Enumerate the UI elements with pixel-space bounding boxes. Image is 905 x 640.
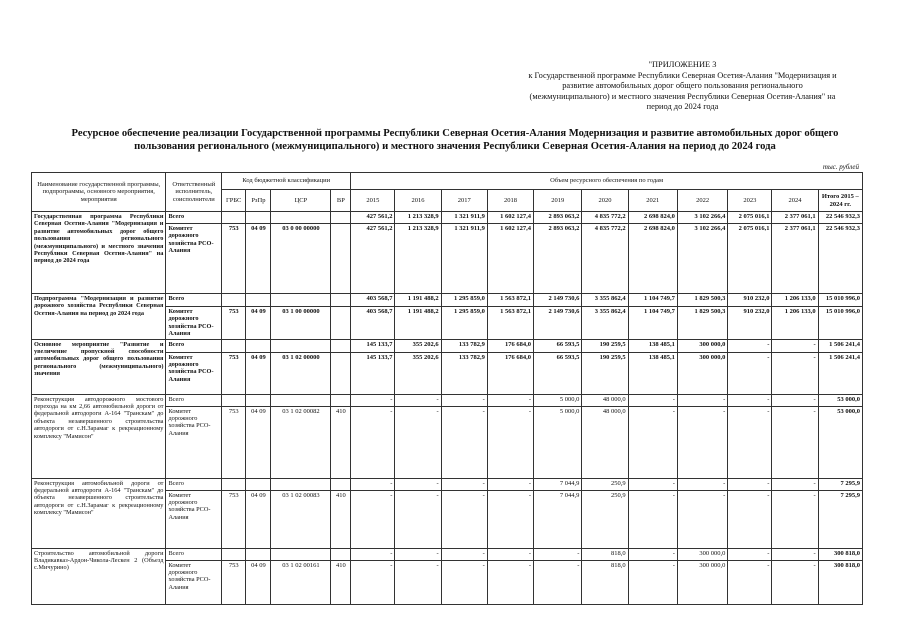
value-cell: 300 000,0	[677, 352, 727, 394]
value-cell: -	[534, 560, 582, 604]
executor-cell: Комитет дорожного хозяйства РСО-Алания	[166, 490, 222, 548]
value-cell: 355 202,6	[395, 352, 441, 394]
resource-table	[31, 172, 863, 605]
header-grbs: ГРБС	[222, 190, 246, 212]
executor-cell: Комитет дорожного хозяйства РСО-Алания	[166, 224, 222, 294]
csr-cell	[271, 394, 331, 406]
value-cell: -	[441, 548, 487, 560]
value-cell: 910 232,0	[728, 294, 772, 307]
rzpr-cell: 04 09	[246, 224, 271, 294]
value-cell: -	[487, 560, 533, 604]
csr-cell	[271, 478, 331, 490]
vr-cell	[331, 307, 351, 340]
title-line-2: пользования регионального (межмуниципального) и местного значения Республики Северная Осетия-Алания на период до 2024 года	[134, 141, 776, 152]
grbs-cell: 753	[222, 560, 246, 604]
value-cell: -	[351, 548, 395, 560]
value-cell: -	[772, 490, 818, 548]
vr-cell	[331, 212, 351, 224]
csr-cell: 03 1 02 00083	[271, 490, 331, 548]
value-cell: 403 568,7	[351, 307, 395, 340]
rzpr-cell: 04 09	[246, 307, 271, 340]
value-cell: 1 563 872,1	[487, 294, 533, 307]
csr-cell: 03 1 02 00082	[271, 406, 331, 478]
header-csr: ЦСР	[271, 190, 331, 212]
value-cell: -	[395, 548, 441, 560]
header-executor: Ответственный исполнитель, соисполнители	[166, 173, 222, 212]
value-cell: -	[728, 560, 772, 604]
header-year: 2022	[677, 190, 727, 212]
total-cell: 53 000,0	[818, 394, 862, 406]
value-cell: 1 563 872,1	[487, 307, 533, 340]
table-row-total	[32, 339, 863, 352]
value-cell: 145 133,7	[351, 339, 395, 352]
value-cell: -	[772, 394, 818, 406]
value-cell: 300 000,0	[677, 560, 727, 604]
value-cell: 403 568,7	[351, 294, 395, 307]
value-cell: 2 698 824,0	[628, 224, 677, 294]
value-cell: -	[628, 406, 677, 478]
units-label: тыс. рублей	[822, 163, 859, 171]
value-cell: 3 355 862,4	[582, 307, 628, 340]
appendix-line-4: (межмуниципального) и местного значения Республики Северная Осетия-Алания" на	[529, 91, 836, 101]
value-cell: 910 232,0	[728, 307, 772, 340]
value-cell: 176 684,0	[487, 339, 533, 352]
header-vr: ВР	[331, 190, 351, 212]
value-cell: 138 485,1	[628, 352, 677, 394]
value-cell: -	[351, 406, 395, 478]
total-cell: 300 818,0	[818, 560, 862, 604]
total-cell: 7 295,9	[818, 490, 862, 548]
value-cell: -	[628, 478, 677, 490]
value-cell: -	[351, 490, 395, 548]
appendix-line-5: период до 2024 года	[646, 102, 719, 112]
header-year: 2020	[582, 190, 628, 212]
value-cell: 818,0	[582, 548, 628, 560]
rzpr-cell: 04 09	[246, 406, 271, 478]
value-cell: 1 213 328,9	[395, 224, 441, 294]
value-cell: -	[728, 478, 772, 490]
grbs-cell: 753	[222, 490, 246, 548]
measure-name-cell: Основное мероприятие "Развитие и увеличение пропускной способности автомобильных дорог общего пользования регионального (межмуниципального) значения	[32, 339, 166, 394]
total-cell: 22 546 932,3	[818, 224, 862, 294]
value-cell: 138 485,1	[628, 339, 677, 352]
value-cell: -	[628, 548, 677, 560]
value-cell: -	[772, 339, 818, 352]
executor-cell: Всего	[166, 339, 222, 352]
grbs-cell: 753	[222, 307, 246, 340]
value-cell: 1 602 127,4	[487, 212, 533, 224]
value-cell: 1 191 488,2	[395, 294, 441, 307]
document-title	[40, 127, 870, 153]
value-cell: 1 829 500,3	[677, 294, 727, 307]
total-cell: 300 818,0	[818, 548, 862, 560]
value-cell: 355 202,6	[395, 339, 441, 352]
value-cell: -	[487, 490, 533, 548]
grbs-cell	[222, 394, 246, 406]
executor-cell: Всего	[166, 548, 222, 560]
value-cell: 2 893 063,2	[534, 224, 582, 294]
header-year: 2015	[351, 190, 395, 212]
executor-cell: Комитет дорожного хозяйства РСО-Алания	[166, 352, 222, 394]
value-cell: 1 104 749,7	[628, 307, 677, 340]
executor-cell: Комитет дорожного хозяйства РСО-Алания	[166, 406, 222, 478]
csr-cell	[271, 548, 331, 560]
value-cell: -	[487, 406, 533, 478]
value-cell: -	[628, 394, 677, 406]
grbs-cell: 753	[222, 406, 246, 478]
value-cell: 427 561,2	[351, 212, 395, 224]
vr-cell	[331, 478, 351, 490]
value-cell: -	[772, 548, 818, 560]
value-cell: -	[395, 478, 441, 490]
value-cell: 3 102 266,4	[677, 212, 727, 224]
rzpr-cell	[246, 294, 271, 307]
value-cell: 176 684,0	[487, 352, 533, 394]
value-cell: -	[728, 352, 772, 394]
vr-cell	[331, 394, 351, 406]
total-cell: 1 506 241,4	[818, 352, 862, 394]
value-cell: 427 561,2	[351, 224, 395, 294]
total-cell: 7 295,9	[818, 478, 862, 490]
value-cell: 1 321 911,9	[441, 212, 487, 224]
total-cell: 1 506 241,4	[818, 339, 862, 352]
value-cell: 5 000,0	[534, 394, 582, 406]
vr-cell	[331, 294, 351, 307]
value-cell: 2 149 730,6	[534, 307, 582, 340]
value-cell: -	[677, 406, 727, 478]
rzpr-cell	[246, 478, 271, 490]
table-body	[32, 212, 863, 605]
header-year: 2023	[728, 190, 772, 212]
executor-cell: Всего	[166, 294, 222, 307]
value-cell: 48 000,0	[582, 394, 628, 406]
header-year: 2016	[395, 190, 441, 212]
header-year: 2018	[487, 190, 533, 212]
value-cell: -	[441, 478, 487, 490]
grbs-cell: 753	[222, 352, 246, 394]
header-rzpr: РзПр	[246, 190, 271, 212]
value-cell: -	[628, 490, 677, 548]
value-cell: 2 377 061,1	[772, 224, 818, 294]
value-cell: -	[351, 394, 395, 406]
header-year: 2021	[628, 190, 677, 212]
executor-cell: Всего	[166, 394, 222, 406]
header-name: Наименование государственной программы, подпрограммы, основного мероприятия, мероприятия	[32, 173, 166, 212]
value-cell: -	[487, 478, 533, 490]
value-cell: -	[728, 548, 772, 560]
value-cell: 300 000,0	[677, 548, 727, 560]
value-cell: -	[441, 490, 487, 548]
value-cell: -	[441, 406, 487, 478]
value-cell: -	[772, 478, 818, 490]
appendix-note	[510, 60, 855, 113]
vr-cell: 410	[331, 490, 351, 548]
value-cell: 190 259,5	[582, 339, 628, 352]
value-cell: 2 075 016,1	[728, 212, 772, 224]
rzpr-cell: 04 09	[246, 352, 271, 394]
header-resources: Объем ресурсного обеспечения по годам	[351, 173, 863, 190]
value-cell: -	[441, 560, 487, 604]
value-cell: 133 782,9	[441, 352, 487, 394]
value-cell: -	[728, 406, 772, 478]
value-cell: -	[772, 406, 818, 478]
csr-cell: 03 1 00 00000	[271, 307, 331, 340]
value-cell: -	[534, 548, 582, 560]
value-cell: -	[395, 394, 441, 406]
value-cell: -	[677, 490, 727, 548]
value-cell: 133 782,9	[441, 339, 487, 352]
header-year: 2017	[441, 190, 487, 212]
vr-cell	[331, 339, 351, 352]
csr-cell: 03 0 00 00000	[271, 224, 331, 294]
value-cell: 1 295 859,0	[441, 307, 487, 340]
title-line-1: Ресурсное обеспечение реализации Государственной программы Республики Северная Осетия-Алания Модернизация и развитие автомобильных дорог общего	[71, 128, 839, 139]
value-cell: -	[487, 548, 533, 560]
value-cell: 190 259,5	[582, 352, 628, 394]
value-cell: 1 206 133,0	[772, 294, 818, 307]
header-year: 2024	[772, 190, 818, 212]
header-total: Итого 2015 – 2024 гг.	[818, 190, 862, 212]
value-cell: -	[772, 560, 818, 604]
csr-cell	[271, 294, 331, 307]
table-row-total	[32, 478, 863, 490]
value-cell: 1 602 127,4	[487, 224, 533, 294]
value-cell: 7 044,9	[534, 490, 582, 548]
rzpr-cell: 04 09	[246, 560, 271, 604]
grbs-cell	[222, 478, 246, 490]
value-cell: 66 593,5	[534, 339, 582, 352]
measure-name-cell: Реконструкция автомобильной дороги от федеральной автодороги А-164 "Транскам" до объекта незавершенного строительства автодороги от с.Н.Зарамаг к рекреационному комплексу "Мамисон"	[32, 478, 166, 548]
value-cell: -	[772, 352, 818, 394]
grbs-cell	[222, 548, 246, 560]
table-row-total	[32, 394, 863, 406]
csr-cell: 03 1 02 00161	[271, 560, 331, 604]
total-cell: 15 010 996,0	[818, 307, 862, 340]
table-row-total	[32, 548, 863, 560]
value-cell: -	[487, 394, 533, 406]
value-cell: -	[728, 490, 772, 548]
csr-cell: 03 1 02 00000	[271, 352, 331, 394]
rzpr-cell	[246, 339, 271, 352]
measure-name-cell: Подпрограмма "Модернизация и развитие дорожного хозяйства Республики Северная Осетия-Алания на период до 2024 года	[32, 294, 166, 340]
value-cell: 66 593,5	[534, 352, 582, 394]
value-cell: 250,9	[582, 478, 628, 490]
vr-cell	[331, 352, 351, 394]
value-cell: 1 829 500,3	[677, 307, 727, 340]
executor-cell: Всего	[166, 212, 222, 224]
measure-name-cell: Реконструкция автодорожного мостового перехода на км 2,66 автомобильной дороги от федеральной автодороги А-164 "Транскам" до объекта незавершенного строительства автодороги от с.Н.Зарамаг к рекреационному комплексу "Мамисон"	[32, 394, 166, 478]
measure-name-cell: Строительство автомобильной дороги Владикавказ-Ардон-Чикола-Лескен 2 (Объезд с.Мичурино)	[32, 548, 166, 604]
value-cell: 2 149 730,6	[534, 294, 582, 307]
grbs-cell	[222, 339, 246, 352]
appendix-line-2: к Государственной программе Республики Северная Осетия-Алания "Модернизация и	[528, 70, 837, 80]
value-cell: 2 893 063,2	[534, 212, 582, 224]
value-cell: -	[351, 478, 395, 490]
value-cell: 1 321 911,9	[441, 224, 487, 294]
csr-cell	[271, 212, 331, 224]
vr-cell	[331, 548, 351, 560]
rzpr-cell	[246, 548, 271, 560]
vr-cell: 410	[331, 406, 351, 478]
value-cell: 1 104 749,7	[628, 294, 677, 307]
appendix-line-1: "ПРИЛОЖЕНИЕ 3	[648, 60, 717, 69]
appendix-line-3: развитие автомобильных дорог общего пользования регионального	[562, 81, 803, 91]
value-cell: 2 377 061,1	[772, 212, 818, 224]
value-cell: -	[628, 560, 677, 604]
total-cell: 53 000,0	[818, 406, 862, 478]
value-cell: -	[728, 394, 772, 406]
value-cell: -	[351, 560, 395, 604]
value-cell: 4 835 772,2	[582, 224, 628, 294]
vr-cell: 410	[331, 560, 351, 604]
measure-name-cell: Государственная программа Республики Северная Осетия-Алания "Модернизация и развитие автомобильных дорог общего пользования регионального (межмуниципального) и местного значения Республики Северная Осетия-Алания" на период до 2024 года	[32, 212, 166, 294]
value-cell: -	[395, 490, 441, 548]
value-cell: -	[677, 394, 727, 406]
value-cell: 2 698 824,0	[628, 212, 677, 224]
value-cell: 4 835 772,2	[582, 212, 628, 224]
executor-cell: Комитет дорожного хозяйства РСО-Алания	[166, 560, 222, 604]
header-year: 2019	[534, 190, 582, 212]
vr-cell	[331, 224, 351, 294]
table-row-total	[32, 212, 863, 224]
value-cell: 818,0	[582, 560, 628, 604]
value-cell: 250,9	[582, 490, 628, 548]
value-cell: 3 102 266,4	[677, 224, 727, 294]
value-cell: 1 213 328,9	[395, 212, 441, 224]
value-cell: -	[395, 406, 441, 478]
value-cell: 1 206 133,0	[772, 307, 818, 340]
value-cell: -	[441, 394, 487, 406]
value-cell: 7 044,9	[534, 478, 582, 490]
value-cell: 145 133,7	[351, 352, 395, 394]
csr-cell	[271, 339, 331, 352]
header-classification: Код бюджетной классификации	[222, 173, 351, 190]
value-cell: 48 000,0	[582, 406, 628, 478]
grbs-cell	[222, 294, 246, 307]
value-cell: -	[728, 339, 772, 352]
grbs-cell	[222, 212, 246, 224]
executor-cell: Комитет дорожного хозяйства РСО-Алания	[166, 307, 222, 340]
value-cell: -	[395, 560, 441, 604]
value-cell: 2 075 016,1	[728, 224, 772, 294]
table-header	[32, 173, 863, 212]
value-cell: 300 000,0	[677, 339, 727, 352]
executor-cell: Всего	[166, 478, 222, 490]
grbs-cell: 753	[222, 224, 246, 294]
rzpr-cell	[246, 212, 271, 224]
value-cell: 1 295 859,0	[441, 294, 487, 307]
value-cell: -	[677, 478, 727, 490]
table-row-total	[32, 294, 863, 307]
total-cell: 22 546 932,3	[818, 212, 862, 224]
rzpr-cell: 04 09	[246, 490, 271, 548]
value-cell: 3 355 862,4	[582, 294, 628, 307]
rzpr-cell	[246, 394, 271, 406]
value-cell: 1 191 488,2	[395, 307, 441, 340]
total-cell: 15 010 996,0	[818, 294, 862, 307]
value-cell: 5 000,0	[534, 406, 582, 478]
